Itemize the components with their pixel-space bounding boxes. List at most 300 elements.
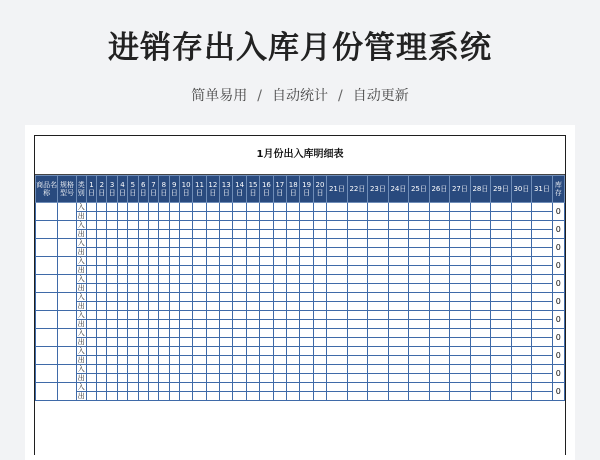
day-cell[interactable] [300, 356, 313, 365]
day-cell[interactable] [287, 392, 300, 401]
day-cell[interactable] [206, 320, 219, 329]
day-cell[interactable] [206, 212, 219, 221]
day-cell[interactable] [138, 347, 148, 356]
day-cell[interactable] [128, 293, 138, 302]
day-cell[interactable] [128, 302, 138, 311]
day-cell[interactable] [159, 257, 169, 266]
day-cell[interactable] [86, 275, 96, 284]
day-cell[interactable] [429, 356, 450, 365]
day-cell[interactable] [138, 212, 148, 221]
day-cell[interactable] [470, 356, 491, 365]
day-cell[interactable] [97, 356, 107, 365]
day-cell[interactable] [313, 374, 326, 383]
day-cell[interactable] [260, 356, 273, 365]
day-cell[interactable] [220, 284, 233, 293]
day-cell[interactable] [128, 248, 138, 257]
day-cell[interactable] [327, 257, 348, 266]
day-cell[interactable] [138, 320, 148, 329]
day-cell[interactable] [368, 347, 389, 356]
day-cell[interactable] [117, 320, 127, 329]
day-cell[interactable] [138, 248, 148, 257]
day-cell[interactable] [86, 383, 96, 392]
day-cell[interactable] [159, 374, 169, 383]
day-cell[interactable] [327, 320, 348, 329]
day-cell[interactable] [409, 248, 430, 257]
day-cell[interactable] [179, 320, 192, 329]
day-cell[interactable] [233, 230, 246, 239]
day-cell[interactable] [86, 212, 96, 221]
day-cell[interactable] [159, 329, 169, 338]
day-cell[interactable] [169, 239, 179, 248]
day-cell[interactable] [511, 392, 532, 401]
day-cell[interactable] [193, 203, 206, 212]
day-cell[interactable] [429, 266, 450, 275]
day-cell[interactable] [220, 320, 233, 329]
day-cell[interactable] [287, 221, 300, 230]
day-cell[interactable] [450, 311, 471, 320]
day-cell[interactable] [450, 275, 471, 284]
day-cell[interactable] [300, 248, 313, 257]
day-cell[interactable] [233, 365, 246, 374]
day-cell[interactable] [450, 284, 471, 293]
day-cell[interactable] [368, 338, 389, 347]
day-cell[interactable] [193, 284, 206, 293]
day-cell[interactable] [511, 302, 532, 311]
day-cell[interactable] [273, 383, 286, 392]
day-cell[interactable] [86, 311, 96, 320]
day-cell[interactable] [313, 320, 326, 329]
day-cell[interactable] [511, 239, 532, 248]
day-cell[interactable] [128, 257, 138, 266]
day-cell[interactable] [138, 365, 148, 374]
day-cell[interactable] [388, 248, 409, 257]
day-cell[interactable] [532, 293, 553, 302]
day-cell[interactable] [287, 275, 300, 284]
day-cell[interactable] [313, 311, 326, 320]
day-cell[interactable] [117, 230, 127, 239]
product-name-cell[interactable] [36, 257, 58, 275]
day-cell[interactable] [97, 311, 107, 320]
day-cell[interactable] [470, 302, 491, 311]
day-cell[interactable] [470, 392, 491, 401]
day-cell[interactable] [169, 383, 179, 392]
day-cell[interactable] [169, 275, 179, 284]
day-cell[interactable] [148, 284, 158, 293]
day-cell[interactable] [347, 221, 368, 230]
day-cell[interactable] [179, 365, 192, 374]
day-cell[interactable] [220, 392, 233, 401]
day-cell[interactable] [347, 212, 368, 221]
day-cell[interactable] [470, 248, 491, 257]
day-cell[interactable] [193, 338, 206, 347]
day-cell[interactable] [148, 392, 158, 401]
day-cell[interactable] [148, 212, 158, 221]
day-cell[interactable] [347, 230, 368, 239]
spec-model-cell[interactable] [58, 275, 76, 293]
day-cell[interactable] [429, 221, 450, 230]
day-cell[interactable] [148, 230, 158, 239]
day-cell[interactable] [532, 356, 553, 365]
day-cell[interactable] [220, 293, 233, 302]
day-cell[interactable] [470, 329, 491, 338]
day-cell[interactable] [206, 203, 219, 212]
day-cell[interactable] [450, 239, 471, 248]
day-cell[interactable] [347, 293, 368, 302]
day-cell[interactable] [327, 311, 348, 320]
day-cell[interactable] [287, 356, 300, 365]
day-cell[interactable] [179, 383, 192, 392]
day-cell[interactable] [117, 329, 127, 338]
day-cell[interactable] [368, 275, 389, 284]
day-cell[interactable] [107, 374, 117, 383]
day-cell[interactable] [450, 347, 471, 356]
day-cell[interactable] [300, 320, 313, 329]
day-cell[interactable] [117, 266, 127, 275]
day-cell[interactable] [179, 356, 192, 365]
day-cell[interactable] [179, 338, 192, 347]
day-cell[interactable] [220, 221, 233, 230]
day-cell[interactable] [107, 221, 117, 230]
day-cell[interactable] [206, 392, 219, 401]
day-cell[interactable] [97, 347, 107, 356]
day-cell[interactable] [117, 284, 127, 293]
day-cell[interactable] [97, 293, 107, 302]
day-cell[interactable] [233, 302, 246, 311]
day-cell[interactable] [511, 356, 532, 365]
day-cell[interactable] [300, 257, 313, 266]
day-cell[interactable] [86, 392, 96, 401]
day-cell[interactable] [159, 320, 169, 329]
day-cell[interactable] [179, 293, 192, 302]
day-cell[interactable] [429, 239, 450, 248]
day-cell[interactable] [347, 329, 368, 338]
day-cell[interactable] [327, 383, 348, 392]
day-cell[interactable] [159, 248, 169, 257]
day-cell[interactable] [260, 320, 273, 329]
day-cell[interactable] [260, 284, 273, 293]
day-cell[interactable] [491, 293, 512, 302]
day-cell[interactable] [193, 347, 206, 356]
day-cell[interactable] [287, 365, 300, 374]
day-cell[interactable] [179, 212, 192, 221]
day-cell[interactable] [86, 239, 96, 248]
day-cell[interactable] [138, 284, 148, 293]
day-cell[interactable] [491, 266, 512, 275]
day-cell[interactable] [138, 302, 148, 311]
day-cell[interactable] [206, 347, 219, 356]
day-cell[interactable] [179, 257, 192, 266]
day-cell[interactable] [233, 356, 246, 365]
day-cell[interactable] [511, 257, 532, 266]
day-cell[interactable] [313, 356, 326, 365]
day-cell[interactable] [260, 365, 273, 374]
day-cell[interactable] [313, 230, 326, 239]
day-cell[interactable] [86, 329, 96, 338]
day-cell[interactable] [313, 392, 326, 401]
day-cell[interactable] [327, 248, 348, 257]
day-cell[interactable] [327, 302, 348, 311]
day-cell[interactable] [148, 347, 158, 356]
day-cell[interactable] [107, 284, 117, 293]
day-cell[interactable] [206, 275, 219, 284]
day-cell[interactable] [220, 302, 233, 311]
day-cell[interactable] [470, 293, 491, 302]
day-cell[interactable] [511, 320, 532, 329]
day-cell[interactable] [491, 302, 512, 311]
day-cell[interactable] [327, 275, 348, 284]
day-cell[interactable] [117, 293, 127, 302]
day-cell[interactable] [313, 347, 326, 356]
day-cell[interactable] [327, 239, 348, 248]
day-cell[interactable] [206, 248, 219, 257]
day-cell[interactable] [300, 266, 313, 275]
day-cell[interactable] [511, 347, 532, 356]
day-cell[interactable] [429, 212, 450, 221]
day-cell[interactable] [117, 311, 127, 320]
day-cell[interactable] [532, 374, 553, 383]
day-cell[interactable] [347, 392, 368, 401]
day-cell[interactable] [220, 329, 233, 338]
day-cell[interactable] [220, 356, 233, 365]
day-cell[interactable] [327, 293, 348, 302]
day-cell[interactable] [409, 383, 430, 392]
day-cell[interactable] [233, 284, 246, 293]
day-cell[interactable] [313, 302, 326, 311]
day-cell[interactable] [287, 311, 300, 320]
day-cell[interactable] [409, 266, 430, 275]
day-cell[interactable] [179, 392, 192, 401]
day-cell[interactable] [246, 392, 259, 401]
day-cell[interactable] [429, 383, 450, 392]
day-cell[interactable] [260, 392, 273, 401]
day-cell[interactable] [107, 275, 117, 284]
day-cell[interactable] [206, 293, 219, 302]
day-cell[interactable] [148, 257, 158, 266]
day-cell[interactable] [138, 374, 148, 383]
day-cell[interactable] [470, 203, 491, 212]
day-cell[interactable] [300, 365, 313, 374]
day-cell[interactable] [148, 302, 158, 311]
day-cell[interactable] [450, 257, 471, 266]
day-cell[interactable] [193, 329, 206, 338]
day-cell[interactable] [313, 365, 326, 374]
day-cell[interactable] [347, 356, 368, 365]
day-cell[interactable] [450, 365, 471, 374]
day-cell[interactable] [138, 230, 148, 239]
day-cell[interactable] [450, 266, 471, 275]
day-cell[interactable] [532, 230, 553, 239]
day-cell[interactable] [148, 311, 158, 320]
day-cell[interactable] [159, 356, 169, 365]
day-cell[interactable] [169, 329, 179, 338]
day-cell[interactable] [148, 320, 158, 329]
day-cell[interactable] [470, 257, 491, 266]
day-cell[interactable] [450, 320, 471, 329]
day-cell[interactable] [470, 320, 491, 329]
day-cell[interactable] [260, 329, 273, 338]
day-cell[interactable] [450, 392, 471, 401]
day-cell[interactable] [450, 356, 471, 365]
day-cell[interactable] [300, 203, 313, 212]
day-cell[interactable] [287, 266, 300, 275]
day-cell[interactable] [193, 311, 206, 320]
day-cell[interactable] [300, 239, 313, 248]
day-cell[interactable] [246, 347, 259, 356]
day-cell[interactable] [117, 203, 127, 212]
day-cell[interactable] [409, 284, 430, 293]
day-cell[interactable] [220, 212, 233, 221]
product-name-cell[interactable] [36, 347, 58, 365]
spec-model-cell[interactable] [58, 365, 76, 383]
day-cell[interactable] [138, 266, 148, 275]
day-cell[interactable] [532, 248, 553, 257]
day-cell[interactable] [233, 257, 246, 266]
day-cell[interactable] [347, 266, 368, 275]
day-cell[interactable] [233, 338, 246, 347]
day-cell[interactable] [287, 329, 300, 338]
day-cell[interactable] [532, 311, 553, 320]
day-cell[interactable] [313, 257, 326, 266]
day-cell[interactable] [532, 266, 553, 275]
day-cell[interactable] [260, 347, 273, 356]
day-cell[interactable] [169, 293, 179, 302]
day-cell[interactable] [148, 266, 158, 275]
day-cell[interactable] [470, 266, 491, 275]
day-cell[interactable] [532, 320, 553, 329]
day-cell[interactable] [148, 275, 158, 284]
day-cell[interactable] [313, 329, 326, 338]
day-cell[interactable] [388, 320, 409, 329]
day-cell[interactable] [193, 230, 206, 239]
day-cell[interactable] [169, 221, 179, 230]
day-cell[interactable] [327, 365, 348, 374]
product-name-cell[interactable] [36, 221, 58, 239]
day-cell[interactable] [246, 320, 259, 329]
day-cell[interactable] [97, 275, 107, 284]
day-cell[interactable] [128, 275, 138, 284]
day-cell[interactable] [179, 347, 192, 356]
day-cell[interactable] [273, 338, 286, 347]
day-cell[interactable] [300, 383, 313, 392]
day-cell[interactable] [206, 329, 219, 338]
day-cell[interactable] [511, 293, 532, 302]
day-cell[interactable] [233, 383, 246, 392]
day-cell[interactable] [107, 311, 117, 320]
day-cell[interactable] [128, 311, 138, 320]
day-cell[interactable] [169, 203, 179, 212]
day-cell[interactable] [429, 257, 450, 266]
day-cell[interactable] [491, 239, 512, 248]
day-cell[interactable] [300, 212, 313, 221]
day-cell[interactable] [300, 275, 313, 284]
day-cell[interactable] [138, 392, 148, 401]
day-cell[interactable] [300, 284, 313, 293]
day-cell[interactable] [429, 293, 450, 302]
day-cell[interactable] [193, 356, 206, 365]
day-cell[interactable] [491, 221, 512, 230]
day-cell[interactable] [409, 221, 430, 230]
day-cell[interactable] [138, 383, 148, 392]
day-cell[interactable] [273, 302, 286, 311]
day-cell[interactable] [246, 212, 259, 221]
day-cell[interactable] [491, 203, 512, 212]
day-cell[interactable] [138, 221, 148, 230]
product-name-cell[interactable] [36, 365, 58, 383]
day-cell[interactable] [179, 221, 192, 230]
day-cell[interactable] [159, 302, 169, 311]
day-cell[interactable] [246, 221, 259, 230]
day-cell[interactable] [86, 266, 96, 275]
day-cell[interactable] [260, 374, 273, 383]
day-cell[interactable] [193, 239, 206, 248]
day-cell[interactable] [138, 311, 148, 320]
day-cell[interactable] [273, 266, 286, 275]
day-cell[interactable] [491, 248, 512, 257]
day-cell[interactable] [388, 302, 409, 311]
day-cell[interactable] [260, 257, 273, 266]
product-name-cell[interactable] [36, 203, 58, 221]
day-cell[interactable] [97, 257, 107, 266]
day-cell[interactable] [388, 356, 409, 365]
day-cell[interactable] [532, 392, 553, 401]
product-name-cell[interactable] [36, 239, 58, 257]
day-cell[interactable] [491, 374, 512, 383]
day-cell[interactable] [179, 329, 192, 338]
day-cell[interactable] [206, 230, 219, 239]
day-cell[interactable] [117, 257, 127, 266]
day-cell[interactable] [260, 239, 273, 248]
day-cell[interactable] [169, 347, 179, 356]
day-cell[interactable] [470, 347, 491, 356]
day-cell[interactable] [97, 284, 107, 293]
day-cell[interactable] [429, 320, 450, 329]
day-cell[interactable] [159, 311, 169, 320]
day-cell[interactable] [97, 374, 107, 383]
day-cell[interactable] [220, 239, 233, 248]
day-cell[interactable] [169, 302, 179, 311]
day-cell[interactable] [86, 338, 96, 347]
day-cell[interactable] [97, 383, 107, 392]
day-cell[interactable] [193, 365, 206, 374]
day-cell[interactable] [148, 356, 158, 365]
day-cell[interactable] [107, 302, 117, 311]
day-cell[interactable] [246, 266, 259, 275]
day-cell[interactable] [388, 266, 409, 275]
day-cell[interactable] [273, 392, 286, 401]
day-cell[interactable] [470, 284, 491, 293]
day-cell[interactable] [128, 347, 138, 356]
day-cell[interactable] [450, 383, 471, 392]
day-cell[interactable] [429, 248, 450, 257]
day-cell[interactable] [511, 329, 532, 338]
spec-model-cell[interactable] [58, 383, 76, 401]
day-cell[interactable] [220, 275, 233, 284]
day-cell[interactable] [429, 302, 450, 311]
spec-model-cell[interactable] [58, 347, 76, 365]
day-cell[interactable] [97, 248, 107, 257]
day-cell[interactable] [429, 311, 450, 320]
day-cell[interactable] [388, 230, 409, 239]
day-cell[interactable] [273, 221, 286, 230]
day-cell[interactable] [86, 248, 96, 257]
day-cell[interactable] [287, 347, 300, 356]
day-cell[interactable] [368, 221, 389, 230]
day-cell[interactable] [260, 248, 273, 257]
day-cell[interactable] [368, 383, 389, 392]
day-cell[interactable] [97, 203, 107, 212]
day-cell[interactable] [327, 356, 348, 365]
day-cell[interactable] [117, 392, 127, 401]
